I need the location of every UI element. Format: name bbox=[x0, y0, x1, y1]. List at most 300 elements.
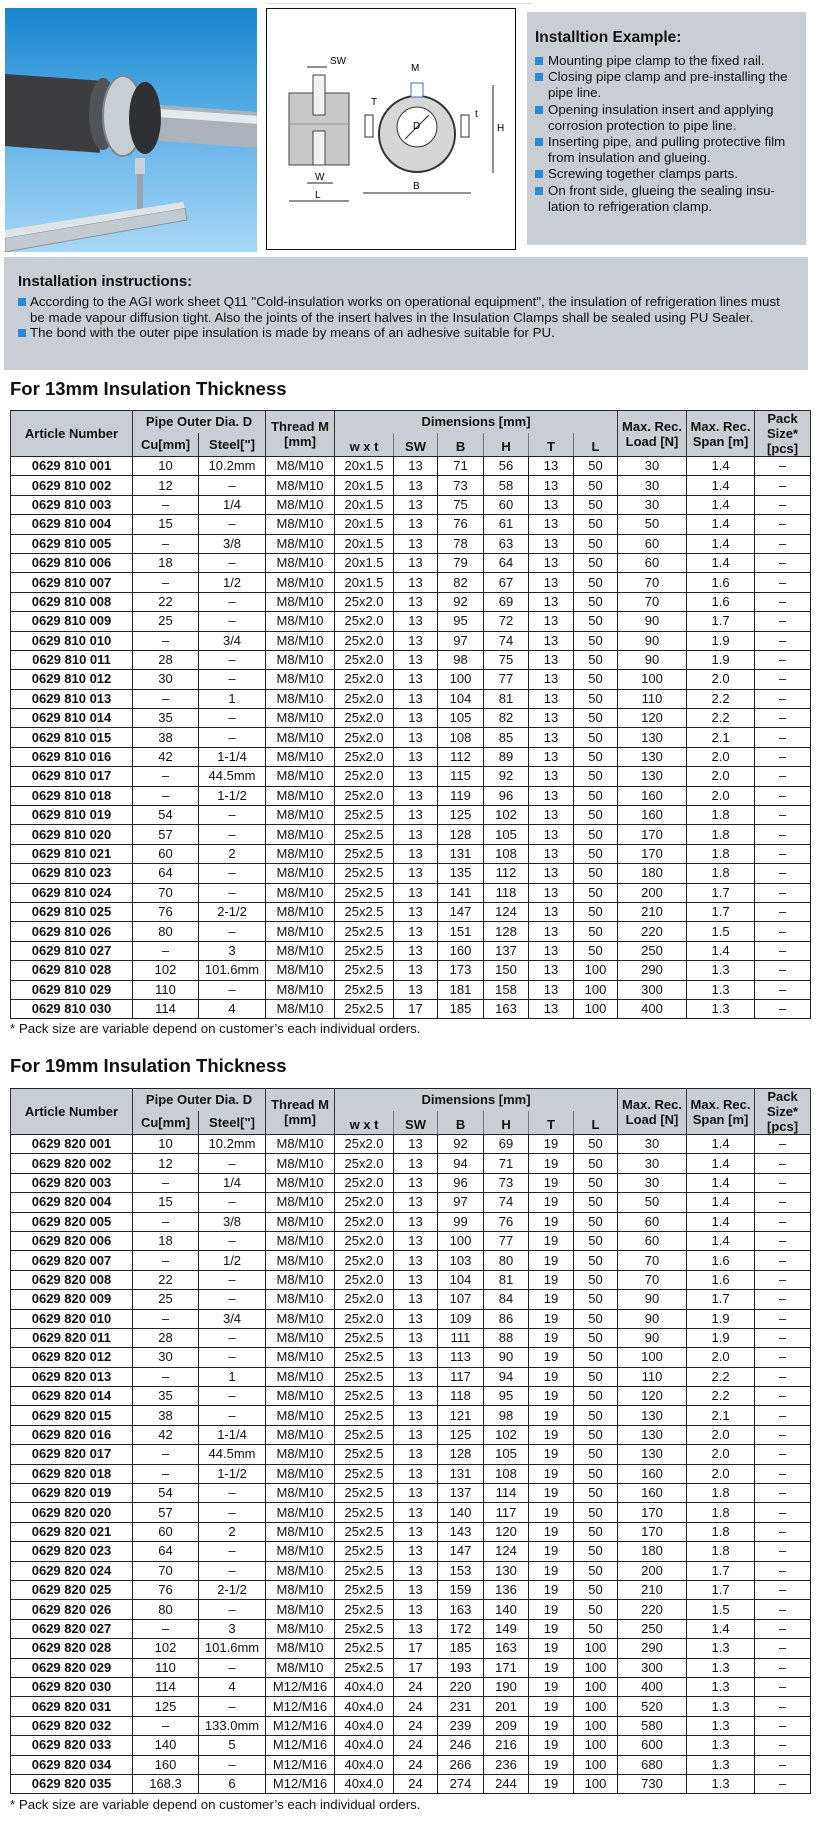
table-row bbox=[11, 961, 811, 980]
cell-sw: 13 bbox=[394, 961, 438, 980]
cell-steel-diameter: 2 bbox=[199, 844, 266, 863]
cell-l: 50 bbox=[574, 1522, 618, 1541]
cell-cu-diameter: 76 bbox=[133, 902, 199, 921]
cell-article-number: 0629 810 001 bbox=[11, 457, 133, 476]
header-load: Max. Rec. Load [N] bbox=[618, 1089, 687, 1135]
cell-w-x-t: 40x4.0 bbox=[335, 1716, 394, 1735]
table-row bbox=[11, 1231, 811, 1250]
cell-max-span: 1.4 bbox=[687, 534, 755, 553]
cell-h: 90 bbox=[484, 1348, 529, 1367]
cell-w-x-t: 25x2.0 bbox=[335, 1251, 394, 1270]
cell-max-span: 1.4 bbox=[687, 1135, 755, 1154]
header-dimensions: Dimensions [mm] bbox=[335, 411, 618, 433]
cell-t: 13 bbox=[529, 922, 574, 941]
cell-cu-diameter: – bbox=[133, 1212, 199, 1231]
cell-l: 100 bbox=[574, 980, 618, 999]
cell-max-span: 1.5 bbox=[687, 922, 755, 941]
cell-max-span: 1.8 bbox=[687, 825, 755, 844]
cell-sw: 13 bbox=[394, 1328, 438, 1347]
cell-pack-size: – bbox=[755, 1367, 811, 1386]
cell-cu-diameter: 168.3 bbox=[133, 1774, 199, 1793]
cell-max-load: 70 bbox=[618, 1251, 687, 1270]
cell-w-x-t: 25x2.5 bbox=[335, 864, 394, 883]
table-row bbox=[11, 1503, 811, 1522]
cell-steel-diameter: 3/8 bbox=[199, 1212, 266, 1231]
cell-h: 77 bbox=[484, 1231, 529, 1250]
cell-cu-diameter: – bbox=[133, 1251, 199, 1270]
cell-article-number: 0629 820 028 bbox=[11, 1639, 133, 1658]
cell-max-span: 1.8 bbox=[687, 844, 755, 863]
cell-thread: M8/M10 bbox=[266, 806, 335, 825]
cell-max-load: 520 bbox=[618, 1697, 687, 1716]
table-row bbox=[11, 1348, 811, 1367]
cell-sw: 13 bbox=[394, 515, 438, 534]
cell-h: 82 bbox=[484, 709, 529, 728]
cell-thread: M12/M16 bbox=[266, 1736, 335, 1755]
table-row bbox=[11, 650, 811, 669]
cell-max-span: 2.1 bbox=[687, 1406, 755, 1425]
cell-l: 50 bbox=[574, 534, 618, 553]
cell-steel-diameter: 133.0mm bbox=[199, 1716, 266, 1735]
cell-max-span: 1.8 bbox=[687, 1503, 755, 1522]
cell-t: 19 bbox=[529, 1677, 574, 1696]
cell-cu-diameter: 35 bbox=[133, 1387, 199, 1406]
cell-l: 50 bbox=[574, 1154, 618, 1173]
cell-article-number: 0629 810 003 bbox=[11, 495, 133, 514]
cell-t: 19 bbox=[529, 1445, 574, 1464]
cell-h: 71 bbox=[484, 1154, 529, 1173]
cell-w-x-t: 25x2.5 bbox=[335, 806, 394, 825]
spec-table-19mm bbox=[10, 1088, 811, 1794]
cell-b: 115 bbox=[438, 767, 484, 786]
cell-sw: 13 bbox=[394, 1367, 438, 1386]
cell-t: 13 bbox=[529, 941, 574, 960]
cell-b: 107 bbox=[438, 1290, 484, 1309]
cell-max-load: 130 bbox=[618, 1406, 687, 1425]
cell-h: 95 bbox=[484, 1387, 529, 1406]
cell-thread: M8/M10 bbox=[266, 1231, 335, 1250]
cell-article-number: 0629 820 016 bbox=[11, 1425, 133, 1444]
cell-article-number: 0629 820 033 bbox=[11, 1736, 133, 1755]
cell-t: 13 bbox=[529, 592, 574, 611]
cell-thread: M8/M10 bbox=[266, 1425, 335, 1444]
cell-h: 140 bbox=[484, 1600, 529, 1619]
cell-article-number: 0629 820 012 bbox=[11, 1348, 133, 1367]
cell-l: 50 bbox=[574, 670, 618, 689]
cell-thread: M8/M10 bbox=[266, 747, 335, 766]
cell-sw: 13 bbox=[394, 728, 438, 747]
cell-sw: 13 bbox=[394, 1251, 438, 1270]
cell-pack-size: – bbox=[755, 1697, 811, 1716]
cell-max-load: 160 bbox=[618, 786, 687, 805]
cell-t: 13 bbox=[529, 495, 574, 514]
cell-pack-size: – bbox=[755, 1290, 811, 1309]
cell-max-span: 1.7 bbox=[687, 612, 755, 631]
cell-b: 128 bbox=[438, 1445, 484, 1464]
cell-sw: 13 bbox=[394, 941, 438, 960]
cell-l: 50 bbox=[574, 650, 618, 669]
cell-w-x-t: 25x2.0 bbox=[335, 1290, 394, 1309]
cell-article-number: 0629 810 030 bbox=[11, 999, 133, 1018]
cell-pack-size: – bbox=[755, 864, 811, 883]
cell-thread: M8/M10 bbox=[266, 980, 335, 999]
cell-t: 13 bbox=[529, 806, 574, 825]
cell-b: 239 bbox=[438, 1716, 484, 1735]
cell-w-x-t: 40x4.0 bbox=[335, 1774, 394, 1793]
installation-step: Mounting pipe clamp to the fixed rail. bbox=[535, 53, 798, 69]
cell-max-span: 2.0 bbox=[687, 767, 755, 786]
cell-max-span: 2.2 bbox=[687, 1367, 755, 1386]
cell-article-number: 0629 810 021 bbox=[11, 844, 133, 863]
cell-l: 50 bbox=[574, 1173, 618, 1192]
cell-t: 13 bbox=[529, 709, 574, 728]
cell-l: 50 bbox=[574, 1193, 618, 1212]
cell-max-span: 1.3 bbox=[687, 1774, 755, 1793]
cell-article-number: 0629 820 001 bbox=[11, 1135, 133, 1154]
cell-pack-size: – bbox=[755, 1503, 811, 1522]
cell-b: 100 bbox=[438, 1231, 484, 1250]
cell-t: 19 bbox=[529, 1348, 574, 1367]
cell-article-number: 0629 810 017 bbox=[11, 767, 133, 786]
cell-cu-diameter: 28 bbox=[133, 650, 199, 669]
cell-b: 105 bbox=[438, 709, 484, 728]
cell-article-number: 0629 820 006 bbox=[11, 1231, 133, 1250]
table-row bbox=[11, 457, 811, 476]
header-sw: SW bbox=[394, 433, 438, 457]
cell-l: 50 bbox=[574, 709, 618, 728]
cell-h: 58 bbox=[484, 476, 529, 495]
cell-pack-size: – bbox=[755, 457, 811, 476]
cell-b: 128 bbox=[438, 825, 484, 844]
cell-max-span: 1.6 bbox=[687, 1251, 755, 1270]
cell-max-load: 60 bbox=[618, 1212, 687, 1231]
cell-pack-size: – bbox=[755, 1154, 811, 1173]
cell-article-number: 0629 810 027 bbox=[11, 941, 133, 960]
cell-h: 64 bbox=[484, 553, 529, 572]
cell-pack-size: – bbox=[755, 592, 811, 611]
cell-b: 73 bbox=[438, 476, 484, 495]
cell-article-number: 0629 820 003 bbox=[11, 1173, 133, 1192]
cell-h: 102 bbox=[484, 806, 529, 825]
cell-l: 50 bbox=[574, 1135, 618, 1154]
cell-sw: 13 bbox=[394, 980, 438, 999]
cell-cu-diameter: 110 bbox=[133, 980, 199, 999]
header-b: B bbox=[438, 1111, 484, 1135]
cell-steel-diameter: 1-1/4 bbox=[199, 1425, 266, 1444]
cell-thread: M8/M10 bbox=[266, 1503, 335, 1522]
cell-w-x-t: 25x2.0 bbox=[335, 670, 394, 689]
cell-thread: M8/M10 bbox=[266, 709, 335, 728]
table-row bbox=[11, 1736, 811, 1755]
cell-h: 105 bbox=[484, 1445, 529, 1464]
cell-sw: 13 bbox=[394, 825, 438, 844]
cell-pack-size: – bbox=[755, 980, 811, 999]
cell-thread: M8/M10 bbox=[266, 612, 335, 631]
cell-w-x-t: 25x2.5 bbox=[335, 1484, 394, 1503]
header-sw: SW bbox=[394, 1111, 438, 1135]
cell-l: 50 bbox=[574, 1464, 618, 1483]
cell-w-x-t: 25x2.5 bbox=[335, 980, 394, 999]
cell-thread: M8/M10 bbox=[266, 1387, 335, 1406]
cell-t: 19 bbox=[529, 1755, 574, 1774]
cell-max-load: 400 bbox=[618, 999, 687, 1018]
cell-t: 19 bbox=[529, 1697, 574, 1716]
cell-h: 124 bbox=[484, 902, 529, 921]
cell-article-number: 0629 810 005 bbox=[11, 534, 133, 553]
cell-max-load: 70 bbox=[618, 573, 687, 592]
cell-max-load: 180 bbox=[618, 864, 687, 883]
cell-h: 244 bbox=[484, 1774, 529, 1793]
cell-b: 181 bbox=[438, 980, 484, 999]
cell-h: 81 bbox=[484, 1270, 529, 1289]
cell-l: 50 bbox=[574, 825, 618, 844]
cell-sw: 24 bbox=[394, 1736, 438, 1755]
cell-steel-diameter: – bbox=[199, 650, 266, 669]
cell-article-number: 0629 820 035 bbox=[11, 1774, 133, 1793]
cell-pack-size: – bbox=[755, 1580, 811, 1599]
diagram-label-t: T bbox=[371, 97, 378, 108]
cell-b: 100 bbox=[438, 670, 484, 689]
cell-h: 150 bbox=[484, 961, 529, 980]
cell-thread: M12/M16 bbox=[266, 1755, 335, 1774]
table-row bbox=[11, 1251, 811, 1270]
cell-max-load: 130 bbox=[618, 1425, 687, 1444]
cell-h: 163 bbox=[484, 1639, 529, 1658]
cell-t: 13 bbox=[529, 999, 574, 1018]
cell-b: 71 bbox=[438, 457, 484, 476]
cell-h: 69 bbox=[484, 592, 529, 611]
cell-t: 19 bbox=[529, 1736, 574, 1755]
cell-w-x-t: 20x1.5 bbox=[335, 573, 394, 592]
cell-t: 19 bbox=[529, 1464, 574, 1483]
cell-h: 81 bbox=[484, 689, 529, 708]
cell-sw: 13 bbox=[394, 573, 438, 592]
cell-steel-diameter: 3/4 bbox=[199, 1309, 266, 1328]
cell-max-load: 160 bbox=[618, 1484, 687, 1503]
table-row bbox=[11, 1193, 811, 1212]
cell-h: 89 bbox=[484, 747, 529, 766]
cell-h: 112 bbox=[484, 864, 529, 883]
cell-t: 19 bbox=[529, 1212, 574, 1231]
cell-b: 274 bbox=[438, 1774, 484, 1793]
installation-instructions-panel bbox=[4, 257, 808, 370]
cell-h: 216 bbox=[484, 1736, 529, 1755]
cell-l: 50 bbox=[574, 515, 618, 534]
cell-h: 102 bbox=[484, 1425, 529, 1444]
cell-thread: M8/M10 bbox=[266, 670, 335, 689]
cell-h: 74 bbox=[484, 631, 529, 650]
cell-thread: M12/M16 bbox=[266, 1774, 335, 1793]
cell-sw: 13 bbox=[394, 1619, 438, 1638]
cell-l: 50 bbox=[574, 689, 618, 708]
cell-max-span: 1.9 bbox=[687, 650, 755, 669]
cell-steel-diameter: 101.6mm bbox=[199, 1639, 266, 1658]
cell-b: 266 bbox=[438, 1755, 484, 1774]
cell-cu-diameter: 110 bbox=[133, 1658, 199, 1677]
cell-b: 172 bbox=[438, 1619, 484, 1638]
cell-b: 92 bbox=[438, 592, 484, 611]
cell-pack-size: – bbox=[755, 1135, 811, 1154]
cell-pack-size: – bbox=[755, 553, 811, 572]
cell-article-number: 0629 810 004 bbox=[11, 515, 133, 534]
cell-article-number: 0629 810 002 bbox=[11, 476, 133, 495]
header-wxt: w x t bbox=[335, 1111, 394, 1135]
cell-max-span: 1.7 bbox=[687, 1290, 755, 1309]
cell-thread: M8/M10 bbox=[266, 1406, 335, 1425]
cell-w-x-t: 25x2.0 bbox=[335, 767, 394, 786]
cell-max-load: 30 bbox=[618, 1173, 687, 1192]
installation-instructions-title: Installation instructions: bbox=[18, 273, 193, 290]
cell-cu-diameter: 160 bbox=[133, 1755, 199, 1774]
cell-steel-diameter: – bbox=[199, 883, 266, 902]
cell-article-number: 0629 810 016 bbox=[11, 747, 133, 766]
cell-b: 163 bbox=[438, 1600, 484, 1619]
cell-w-x-t: 25x2.0 bbox=[335, 709, 394, 728]
cell-pack-size: – bbox=[755, 1658, 811, 1677]
cell-sw: 17 bbox=[394, 1639, 438, 1658]
cell-steel-diameter: – bbox=[199, 980, 266, 999]
cell-w-x-t: 25x2.0 bbox=[335, 1270, 394, 1289]
cell-w-x-t: 25x2.5 bbox=[335, 1522, 394, 1541]
cell-thread: M8/M10 bbox=[266, 650, 335, 669]
header-article: Article Number bbox=[11, 1089, 133, 1135]
table-row bbox=[11, 1154, 811, 1173]
cell-steel-diameter: – bbox=[199, 1154, 266, 1173]
cell-pack-size: – bbox=[755, 709, 811, 728]
cell-l: 50 bbox=[574, 1367, 618, 1386]
cell-w-x-t: 25x2.5 bbox=[335, 1561, 394, 1580]
cell-l: 50 bbox=[574, 747, 618, 766]
cell-b: 104 bbox=[438, 689, 484, 708]
cell-l: 100 bbox=[574, 961, 618, 980]
cell-l: 50 bbox=[574, 476, 618, 495]
cell-w-x-t: 25x2.0 bbox=[335, 1193, 394, 1212]
cell-max-load: 50 bbox=[618, 515, 687, 534]
cell-pack-size: – bbox=[755, 1406, 811, 1425]
cell-steel-diameter: – bbox=[199, 1658, 266, 1677]
cell-max-span: 1.7 bbox=[687, 1561, 755, 1580]
header-t: T bbox=[529, 1111, 574, 1135]
cell-b: 97 bbox=[438, 1193, 484, 1212]
cell-b: 112 bbox=[438, 747, 484, 766]
cell-max-span: 1.4 bbox=[687, 553, 755, 572]
diagram-label-w: W bbox=[315, 172, 325, 183]
cell-sw: 13 bbox=[394, 1309, 438, 1328]
cell-pack-size: – bbox=[755, 1736, 811, 1755]
cell-cu-diameter: 15 bbox=[133, 1193, 199, 1212]
cell-steel-diameter: – bbox=[199, 612, 266, 631]
cell-l: 50 bbox=[574, 1406, 618, 1425]
cell-cu-diameter: – bbox=[133, 1619, 199, 1638]
cell-cu-diameter: – bbox=[133, 631, 199, 650]
cell-pack-size: – bbox=[755, 573, 811, 592]
cell-steel-diameter: – bbox=[199, 1328, 266, 1347]
cell-cu-diameter: 102 bbox=[133, 1639, 199, 1658]
cell-b: 113 bbox=[438, 1348, 484, 1367]
cell-h: 98 bbox=[484, 1406, 529, 1425]
table-row bbox=[11, 1600, 811, 1619]
cell-l: 100 bbox=[574, 1658, 618, 1677]
cell-sw: 13 bbox=[394, 902, 438, 921]
cell-cu-diameter: – bbox=[133, 689, 199, 708]
cell-l: 100 bbox=[574, 1716, 618, 1735]
cell-t: 19 bbox=[529, 1774, 574, 1793]
cell-t: 19 bbox=[529, 1639, 574, 1658]
cell-cu-diameter: 140 bbox=[133, 1736, 199, 1755]
cell-article-number: 0629 810 015 bbox=[11, 728, 133, 747]
cell-l: 50 bbox=[574, 883, 618, 902]
cell-thread: M8/M10 bbox=[266, 883, 335, 902]
cell-b: 125 bbox=[438, 806, 484, 825]
cell-thread: M8/M10 bbox=[266, 1270, 335, 1289]
cell-thread: M8/M10 bbox=[266, 1639, 335, 1658]
cell-l: 100 bbox=[574, 1774, 618, 1793]
table-row bbox=[11, 476, 811, 495]
cell-pack-size: – bbox=[755, 922, 811, 941]
table-row bbox=[11, 1406, 811, 1425]
cell-l: 50 bbox=[574, 1619, 618, 1638]
table-row bbox=[11, 902, 811, 921]
cell-cu-diameter: 114 bbox=[133, 999, 199, 1018]
cell-b: 220 bbox=[438, 1677, 484, 1696]
cell-max-span: 1.9 bbox=[687, 1328, 755, 1347]
cell-steel-diameter: – bbox=[199, 825, 266, 844]
cell-b: 193 bbox=[438, 1658, 484, 1677]
cell-l: 50 bbox=[574, 1270, 618, 1289]
cell-w-x-t: 25x2.5 bbox=[335, 1328, 394, 1347]
cell-w-x-t: 25x2.5 bbox=[335, 1639, 394, 1658]
header-pack: Pack Size* [pcs] bbox=[755, 411, 811, 457]
cell-h: 85 bbox=[484, 728, 529, 747]
cell-steel-diameter: 4 bbox=[199, 1677, 266, 1696]
table-row bbox=[11, 980, 811, 999]
cell-steel-diameter: – bbox=[199, 806, 266, 825]
cell-sw: 13 bbox=[394, 1387, 438, 1406]
table-row bbox=[11, 1328, 811, 1347]
cell-max-span: 1.4 bbox=[687, 1231, 755, 1250]
cell-t: 13 bbox=[529, 515, 574, 534]
cell-article-number: 0629 820 026 bbox=[11, 1600, 133, 1619]
table-row bbox=[11, 495, 811, 514]
cell-article-number: 0629 810 026 bbox=[11, 922, 133, 941]
cell-b: 125 bbox=[438, 1425, 484, 1444]
cell-article-number: 0629 810 020 bbox=[11, 825, 133, 844]
cell-steel-diameter: – bbox=[199, 1542, 266, 1561]
cell-pack-size: – bbox=[755, 1774, 811, 1793]
cell-t: 19 bbox=[529, 1658, 574, 1677]
cell-sw: 13 bbox=[394, 786, 438, 805]
cell-t: 13 bbox=[529, 747, 574, 766]
cell-article-number: 0629 820 010 bbox=[11, 1309, 133, 1328]
cell-max-load: 180 bbox=[618, 1542, 687, 1561]
cell-max-load: 210 bbox=[618, 1580, 687, 1599]
cell-t: 13 bbox=[529, 670, 574, 689]
cell-thread: M8/M10 bbox=[266, 864, 335, 883]
cell-article-number: 0629 820 021 bbox=[11, 1522, 133, 1541]
table-row bbox=[11, 709, 811, 728]
cell-steel-diameter: – bbox=[199, 592, 266, 611]
installation-step: Screwing together clamps parts. bbox=[535, 166, 798, 182]
cell-cu-diameter: 102 bbox=[133, 961, 199, 980]
table-row bbox=[11, 728, 811, 747]
cell-b: 92 bbox=[438, 1135, 484, 1154]
cell-w-x-t: 40x4.0 bbox=[335, 1697, 394, 1716]
cell-sw: 13 bbox=[394, 709, 438, 728]
cell-thread: M8/M10 bbox=[266, 728, 335, 747]
cell-pack-size: – bbox=[755, 1464, 811, 1483]
cell-article-number: 0629 820 007 bbox=[11, 1251, 133, 1270]
cell-w-x-t: 25x2.0 bbox=[335, 1173, 394, 1192]
